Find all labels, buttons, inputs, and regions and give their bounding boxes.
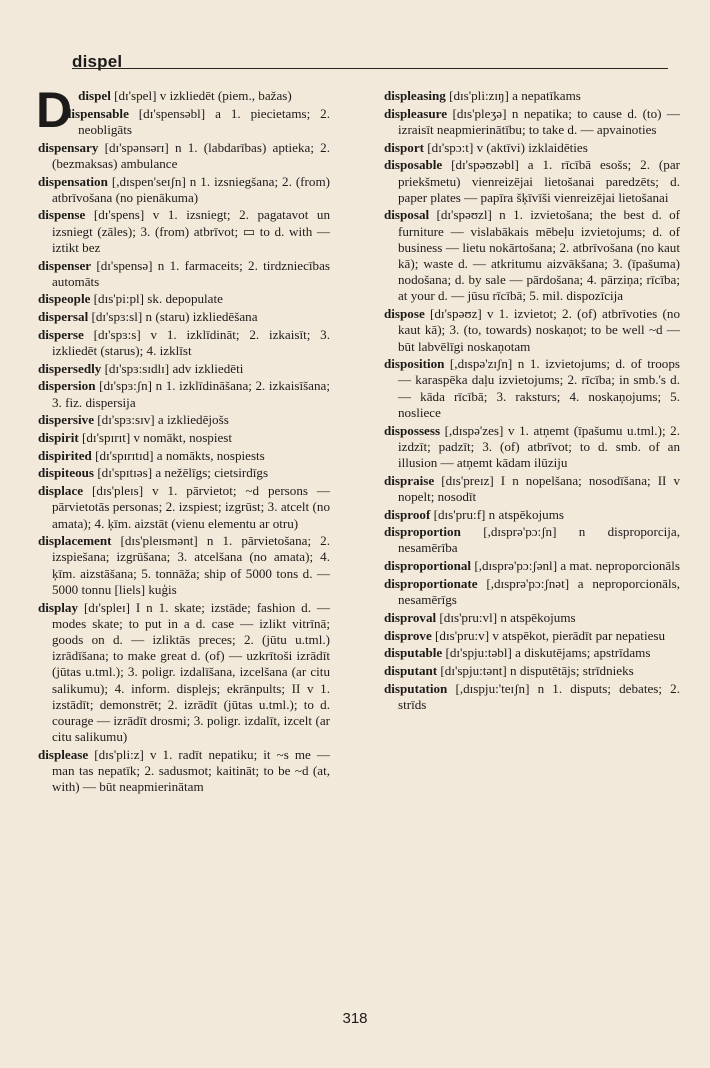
entry-definition: [dɪ'spensə] n 1. farmaceits; 2. tirdzniecības automāts (52, 257, 330, 289)
dictionary-entry (384, 473, 680, 505)
dictionary-entry (384, 306, 680, 355)
entry-definition: [dɪs'pru:f] n atspēkojums (430, 506, 564, 522)
entry-headword: disproportional (384, 558, 472, 574)
entry-definition: [dɪ'spɪtɪəs] a nežēlīgs; cietsirdīgs (94, 465, 269, 481)
entry-headword: disproval (384, 609, 437, 625)
entry-headword: dispirited (38, 447, 92, 463)
entry-headword: displacement (38, 533, 112, 549)
dictionary-entry (384, 645, 680, 661)
entry-headword: dispel (78, 88, 111, 103)
entry-definition: [dɪs'pli:zɪŋ] a nepatīkams (445, 88, 581, 103)
entry-headword: displease (38, 746, 89, 762)
dictionary-entry (384, 628, 680, 644)
entry-headword: dispersive (38, 412, 95, 428)
entry-definition: [,dɪspə'zɪʃn] n 1. izvietojums; d. of troops — karaspēka daļu izvietojums; 2. rīcība; in smb.'s d. — kāda rīcībā; 3. raksturs; 4. noskaņojums; 5. nosliece (398, 356, 680, 420)
entry-definition: [dɪ'spɜ:s] v 1. izklīdināt; 2. izkaisīt; 3. izkliedēt (starus); 4. izklīst (52, 326, 330, 359)
entry-headword: disperse (38, 326, 84, 342)
entry-definition: [dɪ'spəʊzəbl] a 1. rīcībā esošs; 2. (par priekšmetu) vienreizējai lietošanai paredzēts; d. paper plates — papīra šķīvīši vienreizējai lietošanai (398, 157, 680, 205)
page-number: 318 (342, 1010, 368, 1027)
entry-definition: [dɪ'spɜ:sl] n (staru) izkliedēšana (88, 309, 258, 325)
entry-headword: dispeople (38, 291, 91, 307)
entry-headword: disputant (384, 662, 438, 678)
entry-definition: [dɪ'spɜ:ʃn] n 1. izklīdināšana; 2. izkaisīšana; 3. fiz. dispersija (52, 378, 330, 410)
entry-definition: [,dɪsprə'pɔ:ʃənl] a mat. neproporcionāls (471, 558, 680, 574)
dictionary-entry (38, 258, 330, 290)
entry-definition: [dɪ'spəʊzl] n 1. izvietošana; the best d. of furniture — vislabākais mēbeļu izvietojums; d. of business — lietu nokārtošana; 2. atbrīvošana (no kaut kā); waste d. — atkritumu aizvākšana; 3. (īpašuma) nodošana; d. by sale — pārdošana; 4. pārziņa; rīcība; at your d. — jūsu rīcībā; 5. mil. dispozīcija (398, 207, 680, 304)
guide-word: dispel (72, 52, 123, 71)
entry-headword: displace (38, 483, 84, 499)
entry-definition: [dɪ'spɜ:sɪdlɪ] adv izkliedēti (101, 360, 244, 376)
dictionary-entry (384, 681, 680, 713)
dictionary-entry (38, 327, 330, 359)
entry-definition: [dɪ'spəʊz] v 1. izvietot; 2. (of) atbrīvoties (no kaut kā); 3. (to, towards) noskaņot; to be well ~d — būt labvēlīgi noskaņotam (398, 306, 680, 354)
entry-definition: [dɪ'spens] v 1. izsniegt; 2. pagatavot un izsniegt (zāles); 3. (from) atbrīvot; ▭ to d. with — iztikt bez (52, 207, 330, 255)
header-rule (72, 68, 668, 69)
entry-definition: [,dɪspə'zes] v 1. atņemt (īpašumu u.tml.); 2. izdzīt; padzīt; 3. (of) atbrīvot; to d. smb. of an illusion — atņemt kādam ilūziju (398, 422, 680, 470)
dictionary-entry (384, 558, 680, 574)
dictionary-entry (384, 507, 680, 523)
entry-definition: [dɪ'spɪrɪtɪd] a nomākts, nospiests (91, 447, 265, 463)
entry-headword: dispersedly (38, 360, 102, 376)
dictionary-entry (384, 423, 680, 472)
dictionary-entry (384, 106, 680, 138)
entry-definition: [dɪ'spju:təbl] a diskutējams; apstrīdams (442, 645, 651, 661)
entry-definition: [dɪ'spel] v izkliedēt (piem., bažas) (110, 88, 292, 103)
left-column (36, 82, 330, 797)
entry-headword: disputable (384, 645, 443, 661)
dictionary-entry (38, 448, 330, 464)
dictionary-entry (384, 663, 680, 679)
dictionary-entry (38, 309, 330, 325)
entry-definition: [dɪs'pli:z] v 1. radīt nepatiku; it ~s me — man tas nepatīk; 2. sadusmot; kaitināt; to be ~d (at, with) — būt neapmierinātam (52, 746, 330, 795)
dictionary-entry (38, 174, 330, 206)
dictionary-entry (384, 576, 680, 608)
entry-headword: disproof (384, 506, 431, 522)
entry-headword: dispiteous (38, 465, 95, 481)
dictionary-entry (38, 430, 330, 446)
entry-headword: displeasure (384, 105, 448, 121)
dictionary-entry (38, 291, 330, 307)
entry-headword: disprove (384, 627, 432, 643)
entry-headword: disposal (384, 207, 430, 223)
dictionary-entry (384, 140, 680, 156)
entry-headword: dispersion (38, 378, 96, 394)
entry-definition: [dɪ'spleɪ] I n 1. skate; izstāde; fashion d. — modes skate; to put in a d. case — izlikt vitrīnā; goods on d. — izliktās preces; 2. (jūtu u.tml.) izrādīšana; to make great d. (of) — uzkrītoši izrādīt (jūtas u.tml.); 3. poligr. izdalīšana, izcelšana (ar citu salikumu); 4. inform. displejs; ekrānpults; II v 1. izstādīt; demonstrēt; 2. izrādīt (jūtas u.tml.); to d. courage — izrādīt drosmi; 3. poligr. izdalīt, izcelt (ar citu salikumu) (52, 599, 330, 745)
entry-definition: [dɪs'pru:v] v atspēkot, pierādīt par nepatiesu (431, 627, 666, 643)
right-column (384, 88, 680, 715)
entry-headword: disport (384, 139, 425, 155)
entry-definition: [dɪs'pleɪs] v 1. pārvietot; ~d persons — pārvietotās personas; 2. izspiest; izgrūst; 3. atcelt (no amata); 4. ķīm. aizstāt (vienu elementu ar otru) (52, 483, 330, 531)
drop-cap-letter: D (36, 82, 73, 138)
entry-headword: dispense (38, 207, 86, 223)
entry-headword: disposable (384, 157, 443, 173)
entry-definition: [,dɪsprə'pɔ:ʃn] n disproporcija, nesamērība (398, 524, 680, 556)
entry-headword: display (38, 599, 79, 615)
entry-headword: dispose (384, 306, 425, 322)
entry-headword: dispenser (38, 257, 92, 273)
entry-definition: [dɪ'spɪrɪt] v nomākt, nospiest (78, 430, 233, 446)
entry-definition: [,dɪspju:'teɪʃn] n 1. disputs; debates; 2. strīds (398, 680, 680, 712)
entry-headword: dispersal (38, 309, 89, 325)
dictionary-entry (38, 600, 330, 746)
entry-headword: dispensation (38, 173, 108, 189)
entry-definition: [,dɪsprə'pɔ:ʃnət] a neproporcionāls, nesamērīgs (398, 575, 680, 608)
entry-definition: [,dɪspen'seɪʃn] n 1. izsniegšana; 2. (from) atbrīvošana (no pienākuma) (52, 173, 330, 205)
dictionary-entry (38, 207, 330, 256)
entry-headword: dispossess (384, 422, 441, 438)
entry-definition: [dɪ'spɜ:sɪv] a izkliedējošs (94, 412, 229, 428)
entry-headword: displeasing (384, 88, 446, 103)
entry-headword: disproportion (384, 524, 461, 540)
dictionary-entry (38, 465, 330, 481)
dictionary-entry (384, 356, 680, 421)
entry-definition: [dɪ'spju:tənt] n disputētājs; strīdnieks (437, 662, 634, 678)
entry-definition: [dɪs'pleʒə] n nepatika; to cause d. (to) — izraisīt neapmierinātību; to take d. — apvainoties (398, 105, 680, 137)
entry-headword: disputation (384, 680, 448, 696)
dictionary-entry (38, 378, 330, 410)
dictionary-entry (384, 524, 680, 556)
dictionary-entry (38, 533, 330, 598)
entry-headword: dispensary (38, 139, 99, 155)
dictionary-entry (38, 106, 330, 138)
entry-headword: disposition (384, 356, 445, 372)
dictionary-entry (384, 207, 680, 304)
dictionary-entry (384, 610, 680, 626)
entry-definition: [dɪ'spənsərɪ] n 1. (labdarības) aptieka; 2. (bezmaksas) ambulance (52, 139, 330, 171)
dictionary-entry (38, 483, 330, 532)
dictionary-entry (38, 361, 330, 377)
dictionary-entry (38, 140, 330, 172)
dictionary-entry (38, 412, 330, 428)
dictionary-entry (384, 157, 680, 206)
entry-headword: dispensable (64, 105, 129, 121)
dictionary-entry (38, 747, 330, 796)
entry-definition: [dɪs'preɪz] I n nopelšana; nosodīšana; II v nopelt; nosodīt (398, 472, 680, 504)
entry-definition: [dɪs'pi:pl] sk. depopulate (90, 291, 223, 307)
entry-definition: [dɪs'pleɪsmənt] n 1. pārvietošana; 2. izspiešana; izgrūšana; 3. atcelšana (no amata); 4. ķīm. aizstāšana; 5. tonnāža; ship of 5000 tons d. — 5000 tonnu [liels] kuģis (52, 533, 330, 597)
entry-definition: [dɪ'spɔ:t] v (aktīvi) izklaidēties (424, 139, 588, 155)
entry-headword: dispirit (38, 430, 79, 446)
entry-definition: [dɪs'pru:vl] n atspēkojums (436, 609, 576, 625)
dictionary-entry (384, 88, 680, 104)
entry-headword: dispraise (384, 472, 435, 488)
entry-definition: [dɪ'spensəbl] a 1. piecietams; 2. neobligāts (78, 105, 330, 137)
entry-headword: disproportionate (384, 575, 478, 591)
